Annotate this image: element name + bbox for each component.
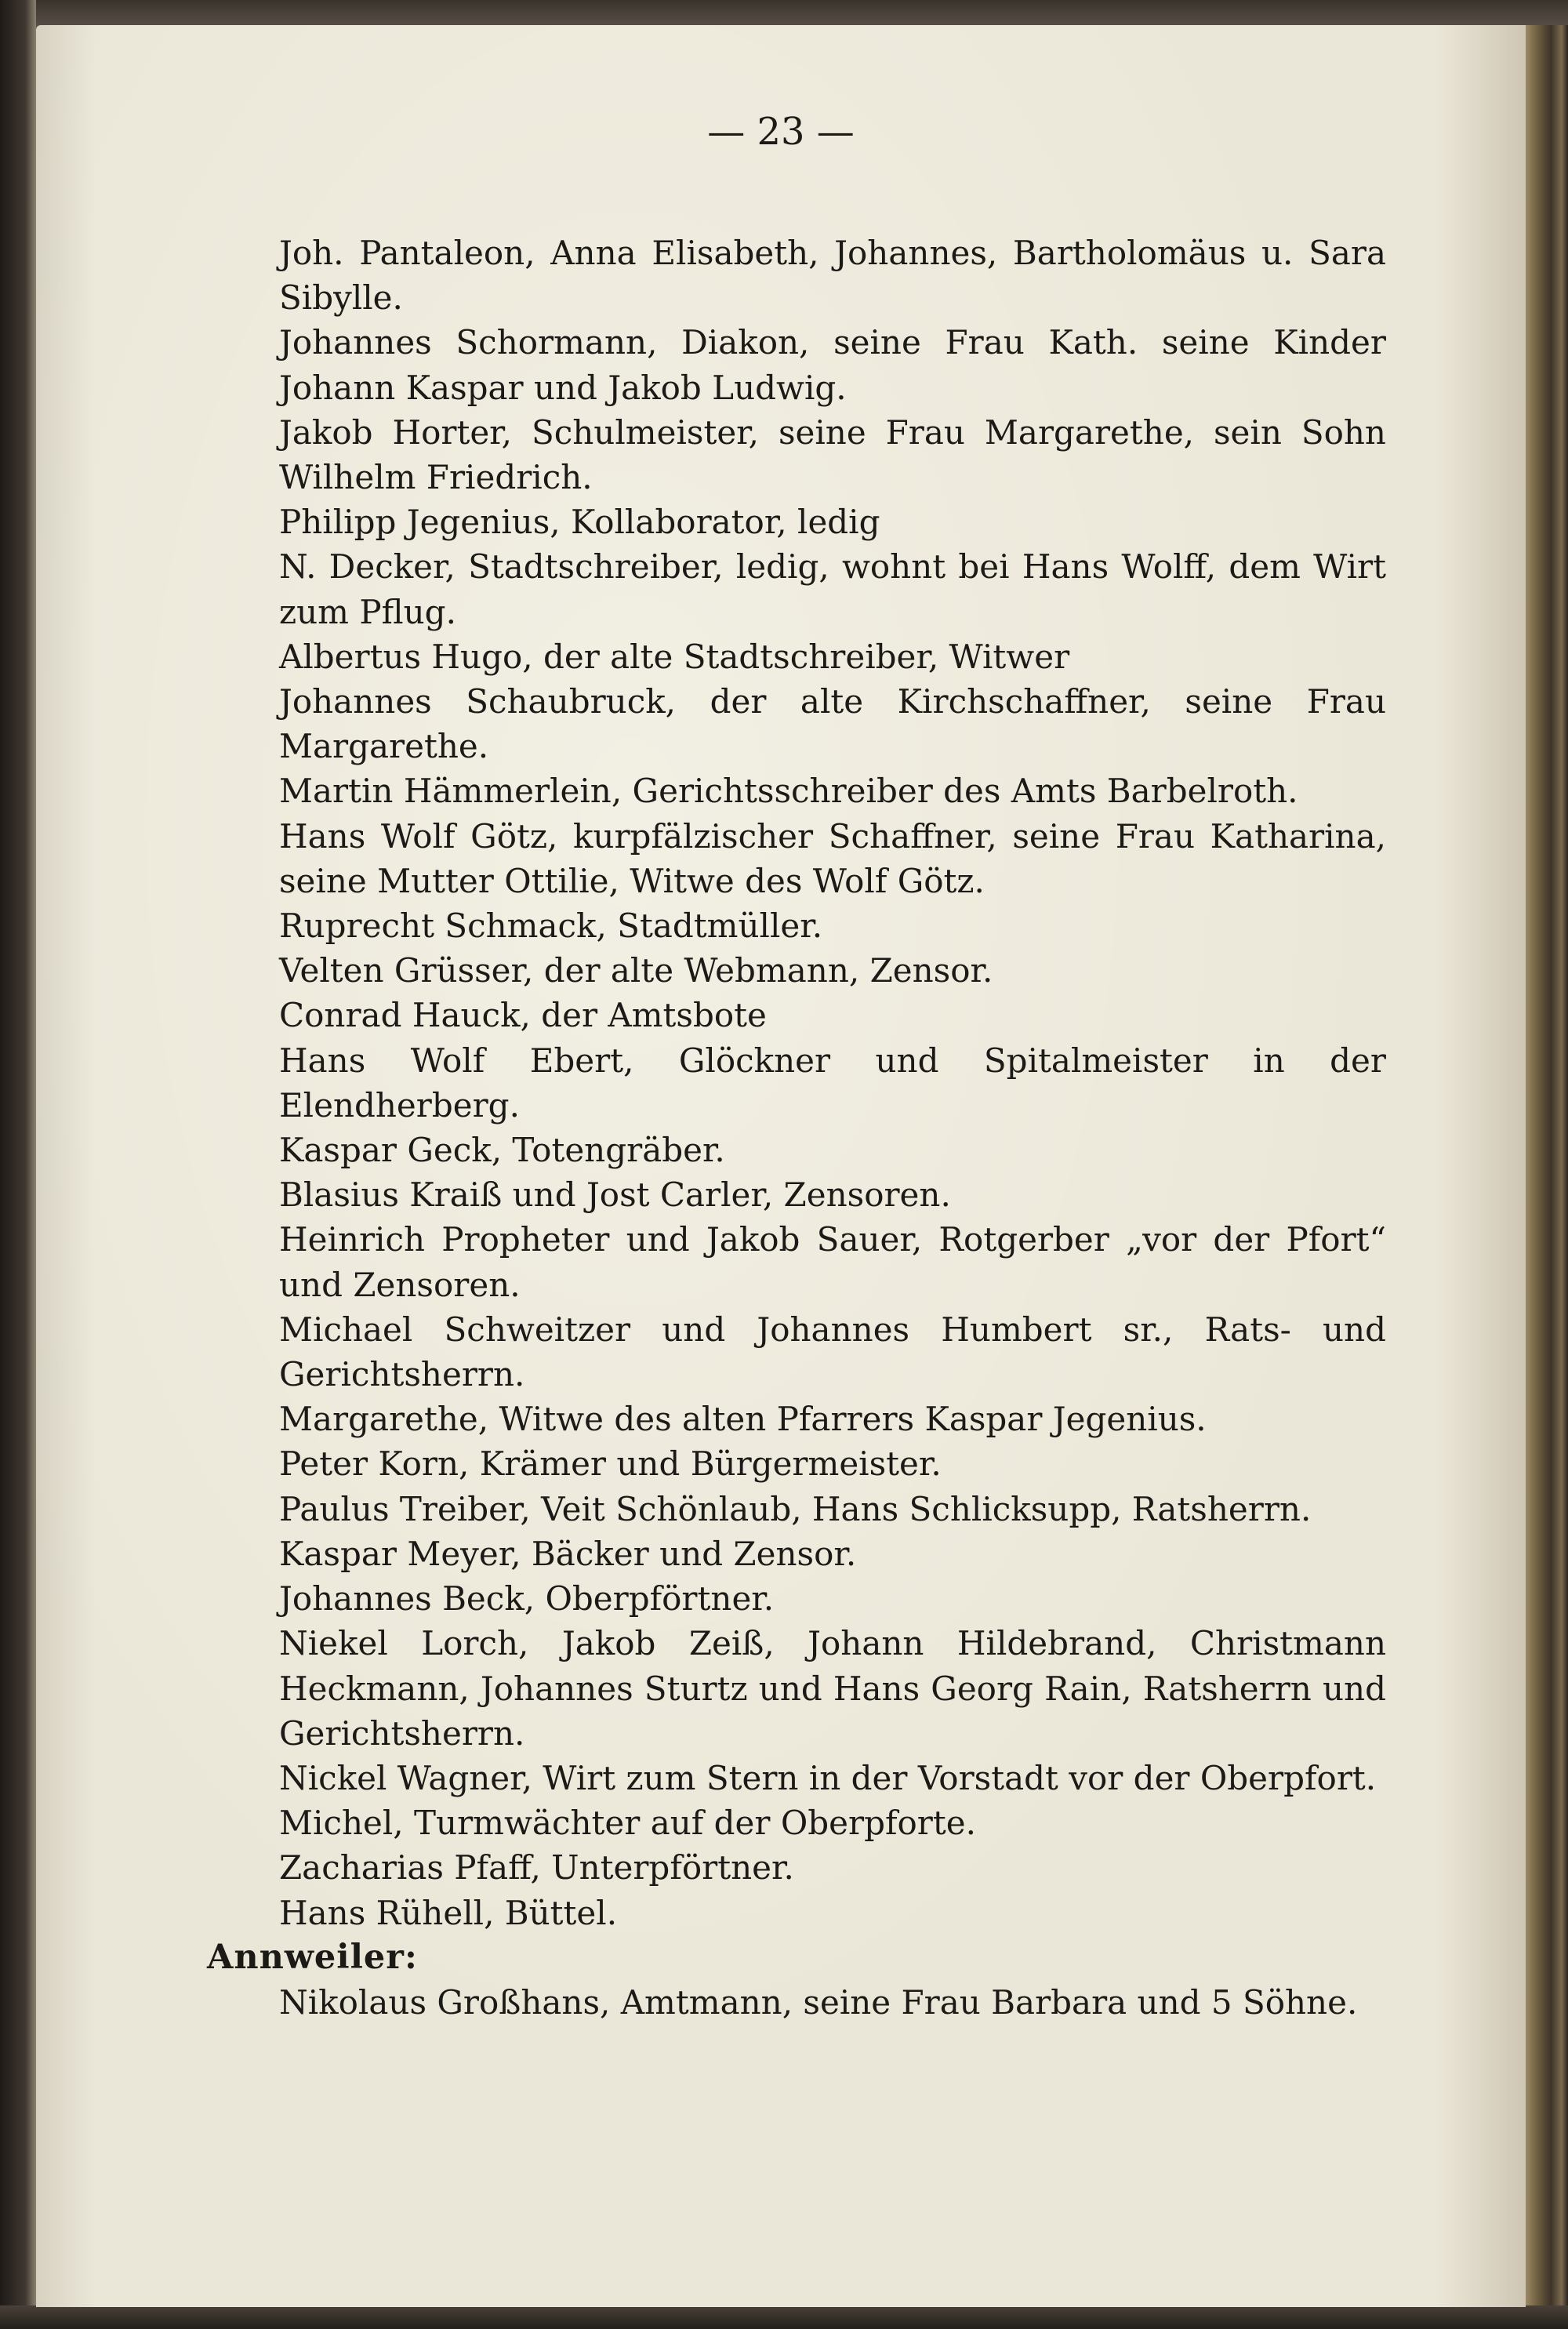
list-entry: Heinrich Propheter und Jakob Sauer, Rotgerber „vor der Pfort“ und Zensoren. xyxy=(279,1220,1386,1304)
list-entry: Hans Wolf Götz, kurpfälzischer Schaffner, seine Frau Katharina, seine Mutter Ottilie, Witwe des Wolf Götz. xyxy=(279,816,1386,900)
list-entry: Niekel Lorch, Jakob Zeiß, Johann Hildebrand, Christmann Heckmann, Johannes Sturtz und Hans Georg Rain, Ratsherrn und Gerichtsherrn. xyxy=(279,1624,1386,1753)
list-entry: N. Decker, Stadtschreiber, ledig, wohnt bei Hans Wolff, dem Wirt zum Pflug. xyxy=(279,547,1386,631)
list-entry: Philipp Jegenius, Kollaborator, ledig xyxy=(279,503,880,542)
list-entry: Blasius Kraiß und Jost Carler, Zensoren. xyxy=(279,1175,951,1215)
list-entry: Joh. Pantaleon, Anna Elisabeth, Johannes, Bartholomäus u. Sara Sibylle. xyxy=(279,234,1386,318)
list-entry: Zacharias Pfaff, Unterpförtner. xyxy=(279,1848,794,1888)
scan-background-bottom xyxy=(0,2305,1568,2329)
list-entry: Albertus Hugo, der alte Stadtschreiber, Witwer xyxy=(279,637,1070,676)
list-entry: Johannes Schormann, Diakon, seine Frau Kath. seine Kinder Johann Kaspar und Jakob Ludwig. xyxy=(279,323,1386,407)
list-entry: Ruprecht Schmack, Stadtmüller. xyxy=(279,907,823,946)
list-entry: Kaspar Geck, Totengräber. xyxy=(279,1131,725,1170)
list-entry: Johannes Beck, Oberpförtner. xyxy=(279,1579,775,1619)
entry-list xyxy=(207,231,1386,2025)
book-spine xyxy=(0,0,36,2329)
list-entry: Michel, Turmwächter auf der Oberpforte. xyxy=(279,1804,976,1843)
list-entry: Velten Grüsser, der alte Webmann, Zensor. xyxy=(279,951,993,990)
scan-background-top xyxy=(0,0,1568,28)
list-entry: Conrad Hauck, der Amtsbote xyxy=(279,996,767,1035)
page-edge-right xyxy=(1526,25,1568,2307)
list-entry: Nickel Wagner, Wirt zum Stern in der Vorstadt vor der Oberpfort. xyxy=(279,1758,1377,1797)
list-entry: Hans Rühell, Büttel. xyxy=(279,1893,618,1932)
list-entry: Margarethe, Witwe des alten Pfarrers Kaspar Jegenius. xyxy=(279,1400,1207,1439)
page-number: — 23 — xyxy=(707,110,855,154)
list-entry: Hans Wolf Ebert, Glöckner und Spitalmeister in der Elendherberg. xyxy=(279,1041,1386,1125)
book-page xyxy=(36,25,1526,2307)
list-entry: Jakob Horter, Schulmeister, seine Frau Margarethe, sein Sohn Wilhelm Friedrich. xyxy=(279,412,1386,497)
list-entry: Kaspar Meyer, Bäcker und Zensor. xyxy=(279,1534,857,1573)
section-heading-annweiler: Annweiler: xyxy=(207,1937,418,1977)
list-entry: Michael Schweitzer und Johannes Humbert sr., Rats- und Gerichtsherrn. xyxy=(279,1310,1386,1394)
list-entry: Johannes Schaubruck, der alte Kirchschaffner, seine Frau Margarethe. xyxy=(279,682,1386,766)
list-entry: Peter Korn, Krämer und Bürgermeister. xyxy=(279,1444,942,1484)
list-entry: Martin Hämmerlein, Gerichtsschreiber des Amts Barbelroth. xyxy=(279,772,1298,811)
section-entry: Nikolaus Großhans, Amtmann, seine Frau Barbara und 5 Söhne. xyxy=(279,1982,1358,2022)
list-entry: Paulus Treiber, Veit Schönlaub, Hans Schlicksupp, Ratsherrn. xyxy=(279,1489,1312,1528)
